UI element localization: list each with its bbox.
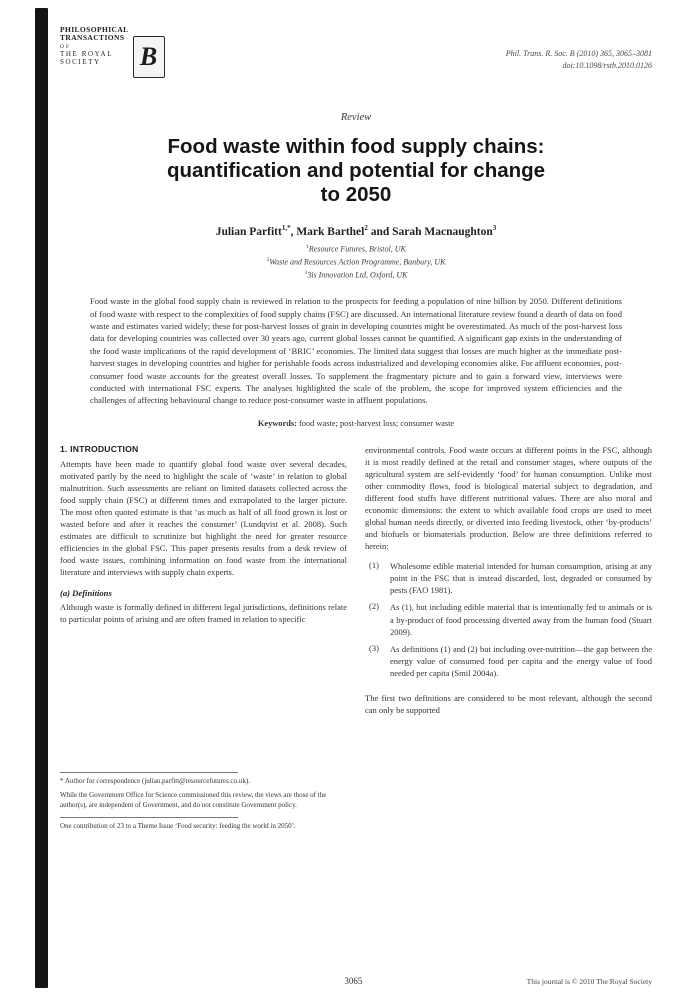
title-line-2: quantification and potential for change (166, 159, 546, 183)
affiliation (60, 256, 652, 269)
abstract: Food waste in the global food supply chain is reviewed in relation to the prospects for feeding a population of nine billion by 2050. Different definitions of food waste with respect to the complexities of food supply chains (FSC) are discussed. An international literature review found a dearth of data on food waste and estimates varied widely; these for post-harvest losses of grain in developing countries might be overestimated. As much of the post-harvest loss data for developing countries was collected over 30 years ago, current global losses cannot be quantified. A significant gap exists in the understanding of the food waste implications of the rapid development of ‘BRIC’ economies. The limited data suggest that losses are much higher at the immediate post-harvest stages in developing countries and higher for perishable foods across industrialized and developing economies alike. For affluent economies, post-consumer food waste accounts for the greatest overall losses. To supplement the fragmentary picture and to gain a forward view, interviews were conducted with international FSC experts. The analyses highlighted the scale of the problem, the scope for improved system efficiencies and the challenges of affecting behavioural change to reduce post-consumer waste in affluent populations. (90, 296, 622, 406)
keywords-line (60, 419, 652, 428)
affiliation-text: Waste and Resources Action Programme, Banbury, UK (269, 257, 446, 267)
title-line-3: to 2050 (320, 183, 392, 207)
journal-header (60, 26, 652, 98)
affiliation (60, 269, 652, 282)
definition-item (369, 560, 652, 596)
logo-line: THE ROYAL (60, 49, 114, 58)
footnote-rule (60, 817, 238, 818)
body-paragraph: environmental controls. Food waste occurs at different points in the FSC, although it is most readily defined at the retail and consumer stages, where outputs of the agricultural system are self-evidently ‘food’ for human consumption. Unlike most other commodity flows, food is biological material subject to degradation, and different food stuffs have different nutritional values. There are also moral and economic dimensions: the extent to which available food crops are used to meet global human needs directly, or diverted into feeding livestock, other ‘by-products’ and biofuels or biomaterials production. Below are three definitions referred to herein: (365, 444, 652, 552)
definition-list (369, 560, 652, 684)
author-list (60, 224, 652, 238)
author-name: Julian Parfitt (215, 225, 282, 238)
logo-line: OF (60, 43, 72, 50)
title-line-1: Food waste within food supply chains: (167, 135, 545, 158)
royal-society-b-emblem-icon: B (133, 36, 165, 78)
definition-number: (2) (369, 601, 379, 612)
citation-block (506, 48, 652, 72)
page-footer (60, 976, 652, 986)
journal-copyright-note: This journal is © 2010 The Royal Society (526, 977, 652, 986)
royal-society-logo (60, 26, 165, 78)
keywords-value: food waste; post-harvest loss; consumer waste (299, 418, 455, 428)
doi: doi:10.1098/rstb.2010.0126 (562, 61, 652, 70)
left-column (60, 444, 347, 836)
keywords-label: Keywords: (257, 418, 297, 428)
right-column (365, 444, 652, 836)
author-name: Sarah Macnaughton (392, 225, 493, 238)
affiliation-sup: 1 (306, 244, 309, 251)
definition-number: (1) (369, 560, 379, 571)
affiliation (60, 243, 652, 256)
affiliation-text: 3is Innovation Ltd, Oxford, UK (307, 270, 408, 280)
author-sup: 2 (364, 223, 368, 232)
affiliation-list (60, 243, 652, 281)
introduction-paragraph: Attempts have been made to quantify global food waste over several decades, motivated partly by the need to highlight the scale of ‘waste’ in relation to global malnutrition. Such assessments are reliant on limited datasets collected across the food supply chain (FSC) at different times and extrapolated to the larger picture. The most often quoted estimate is that ‘as much as half of all food grown is lost or wasted before and after it reaches the consumer’ (Lundqvist et al. 2008). Such estimates are difficult to scrutinize but highlight the need for greater resource efficiencies in the global FSC. This paper presents results from a desk review of food waste issues, combining information on food waste from the international literature and interviews with supply chain experts. (60, 458, 347, 578)
body-columns (60, 444, 652, 836)
author-name: Mark Barthel (296, 225, 365, 238)
section-heading-introduction: 1. INTRODUCTION (60, 443, 139, 454)
definition-item (369, 643, 652, 679)
page-number: 3065 (344, 976, 363, 986)
affiliation-sup: 3 (304, 269, 308, 276)
definitions-paragraph: Although waste is formally defined in different legal jurisdictions, definitions relate to particular points of arising and are often framed in relation to specific (60, 602, 347, 625)
author-sup: 3 (492, 223, 497, 232)
page-content (60, 26, 652, 986)
article-title (60, 135, 652, 208)
body-paragraph: The first two definitions are considered to be most relevant, although the second can only be supported (365, 692, 652, 715)
definition-number: (3) (369, 642, 379, 653)
article-type: Review (340, 112, 372, 123)
footnote-rule (60, 772, 238, 773)
theme-issue-footnote: One contribution of 23 to a Theme Issue ‘Food security: feeding the world in 2050’. (60, 821, 296, 830)
subsection-heading-definitions: (a) Definitions (60, 588, 112, 599)
affiliation-sup: 2 (266, 257, 270, 264)
definition-item (369, 601, 652, 637)
author-separator: and (367, 225, 393, 238)
logo-text (60, 26, 129, 67)
journal-citation: Phil. Trans. R. Soc. B (2010) 365, 3065–3081 (505, 49, 652, 58)
logo-line: SOCIETY (60, 57, 101, 66)
scan-binding-strip (35, 8, 48, 988)
author-separator: , (290, 225, 297, 238)
disclaimer-footnote: While the Government Office for Science commissioned this review, the views are those of the author(s), are independent of Government, and do not constitute Government policy. (60, 790, 327, 809)
footnotes (60, 766, 347, 836)
definition-text: As definitions (1) and (2) but including over-nutrition—the gap between the energy value of consumed food per capita and the energy value of food needed per capita (Smil 2004a). (390, 643, 652, 678)
correspondence-footnote: * Author for correspondence (julian.parfitt@resourcefutures.co.uk). (60, 776, 250, 785)
logo-line: PHILOSOPHICAL (60, 25, 129, 34)
affiliation-text: Resource Futures, Bristol, UK (308, 245, 406, 255)
definition-text: Wholesome edible material intended for human consumption, arising at any point in the FSC that is instead discarded, lost, degraded or consumed by pests (FAO 1981). (390, 561, 652, 596)
definition-text: As (1), but including edible material that is intentionally fed to animals or is a by-product of food processing diverted away from the human food (Stuart 2009). (390, 602, 652, 637)
author-sup: 1,* (281, 223, 291, 232)
logo-line: TRANSACTIONS (60, 33, 125, 43)
